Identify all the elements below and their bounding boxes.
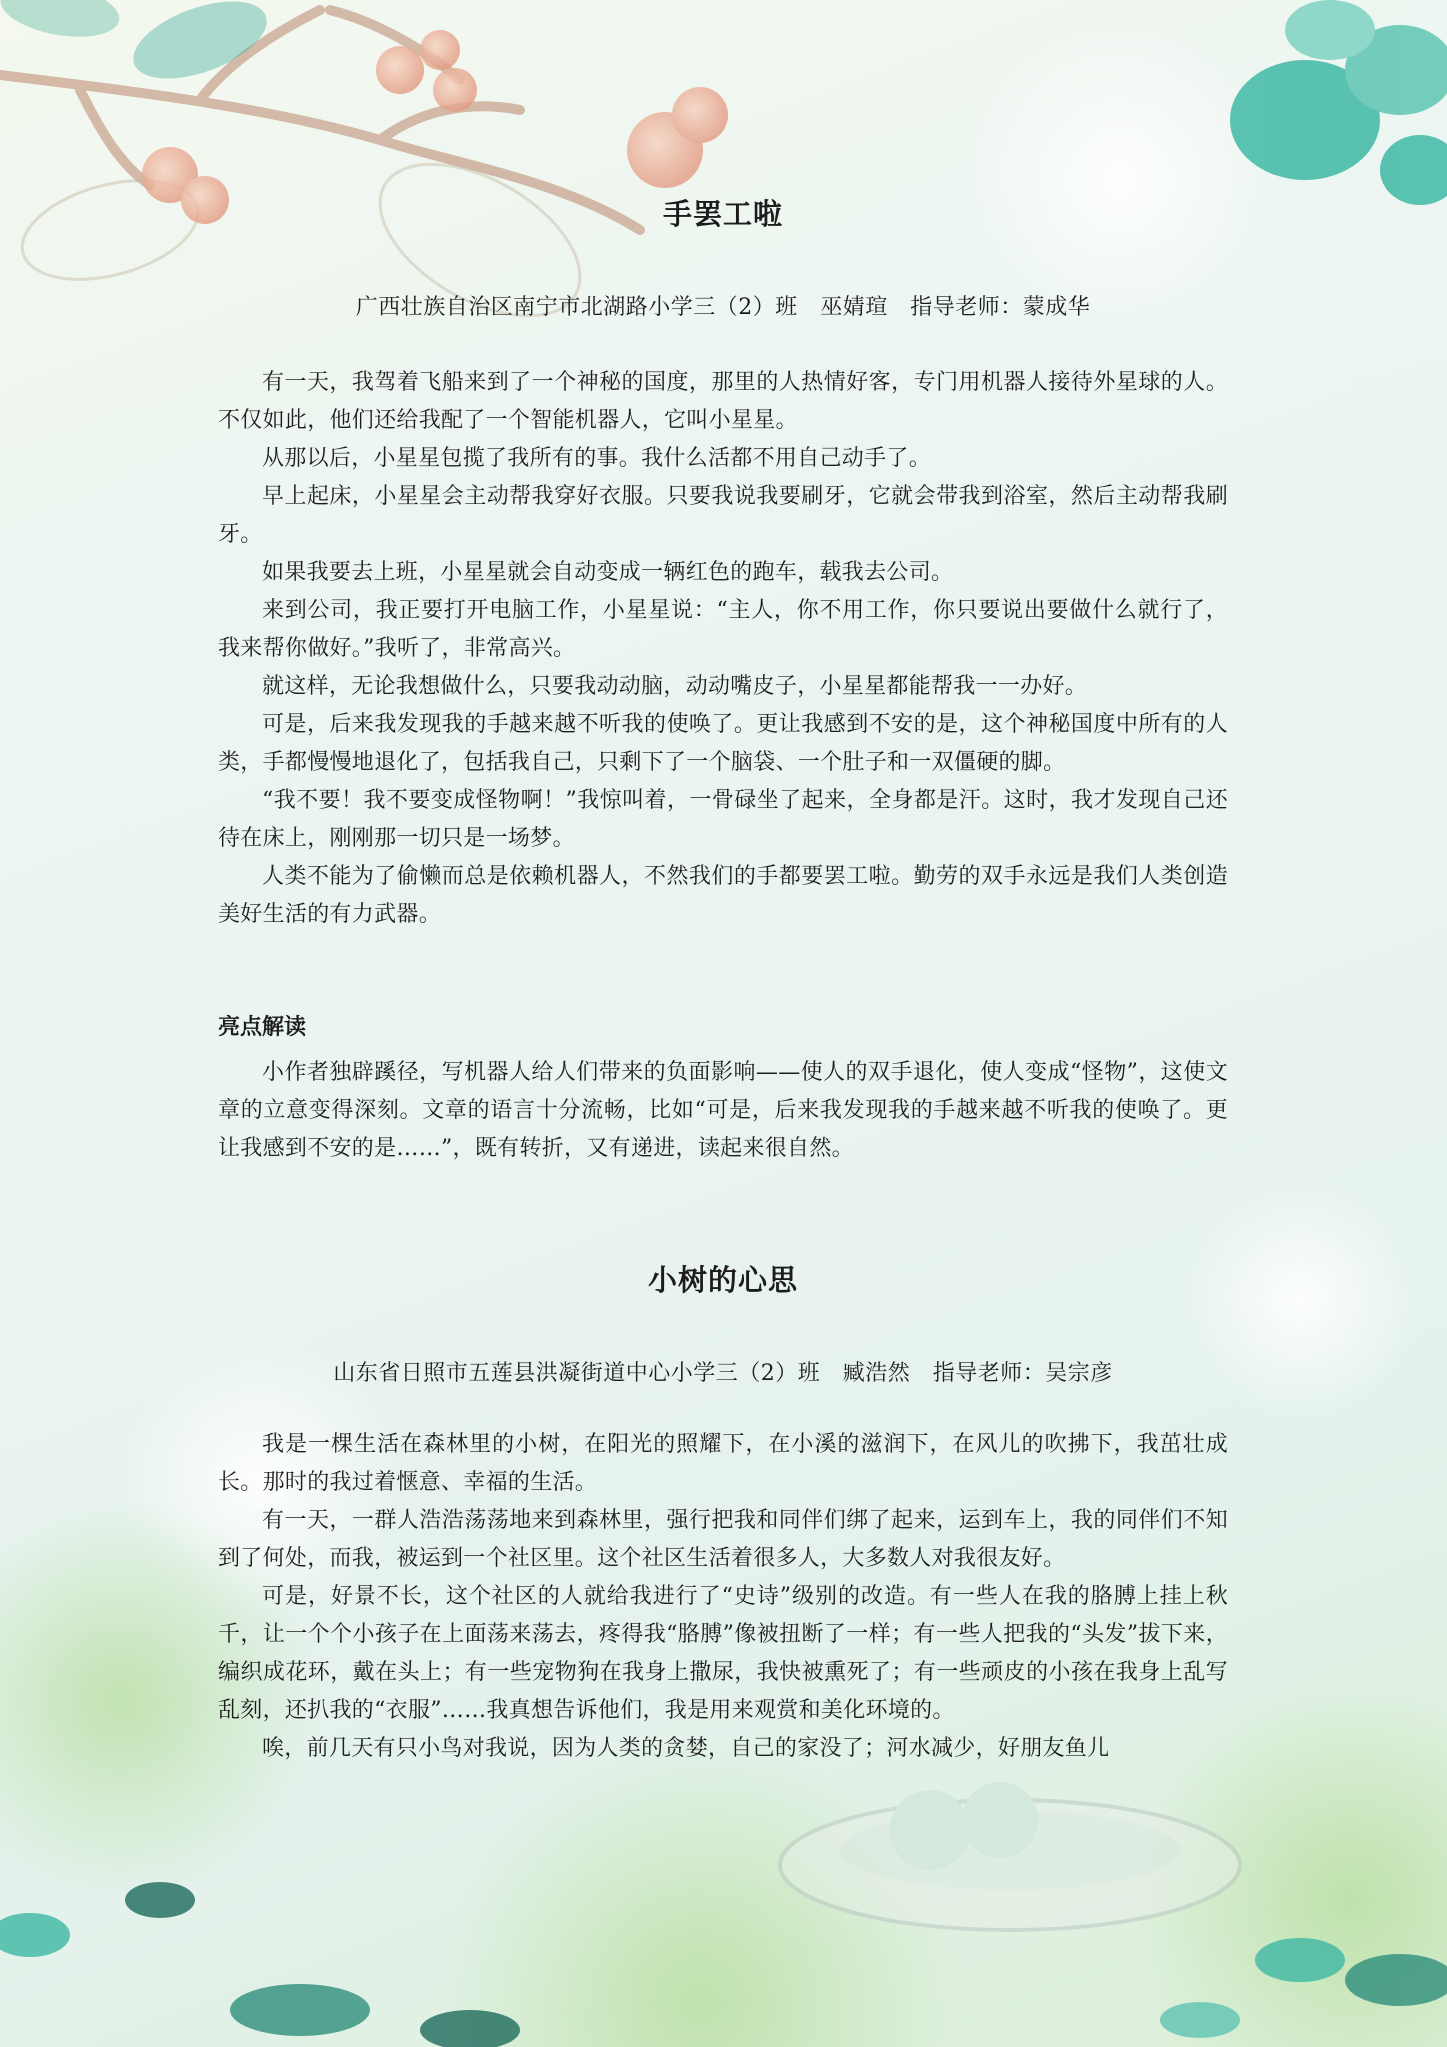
article-body	[218, 364, 1228, 934]
article-body	[218, 1426, 1228, 1768]
highlight-body	[218, 1054, 1228, 1168]
paragraph: 可是，好景不长，这个社区的人就给我进行了“史诗”级别的改造。有一些人在我的胳膊上挂上秋千，让一个个小孩子在上面荡来荡去，疼得我“胳膊”像被扭断了一样；有一些人把我的“头发”拔下来，编织成花环，戴在头上；有一些宠物狗在我身上撒尿，我快被熏死了；有一些顽皮的小孩在我身上乱写乱刻，还扒我的“衣服”……我真想告诉他们，我是用来观赏和美化环境的。	[218, 1584, 1228, 1723]
paragraph: 人类不能为了偷懒而总是依赖机器人，不然我们的手都要罢工啦。勤劳的双手永远是我们人类创造美好生活的有力武器。	[218, 864, 1228, 927]
author-line: 广西壮族自治区南宁市北湖路小学三（2）班 巫婧瑄 指导老师：蒙成华	[355, 295, 1091, 320]
paragraph: 如果我要去上班，小星星就会自动变成一辆红色的跑车，载我去公司。	[262, 560, 954, 585]
paragraph: 我是一棵生活在森林里的小树，在阳光的照耀下，在小溪的滋润下，在风儿的吹拂下，我茁壮成长。那时的我过着惬意、幸福的生活。	[218, 1432, 1228, 1495]
paragraph: 有一天，一群人浩浩荡荡地来到森林里，强行把我和同伴们绑了起来，运到车上，我的同伴们不知到了何处，而我，被运到一个社区里。这个社区生活着很多人，大多数人对我很友好。	[218, 1508, 1228, 1571]
highlight-paragraph: 小作者独辟蹊径，写机器人给人们带来的负面影响——使人的双手退化，使人变成“怪物”，这使文章的立意变得深刻。文章的语言十分流畅，比如“可是，后来我发现我的手越来越不听我的使唤了。更让我感到不安的是……”，既有转折，又有递进，读起来很自然。	[218, 1060, 1228, 1161]
paragraph: 从那以后，小星星包揽了我所有的事。我什么活都不用自己动手了。	[262, 446, 932, 471]
paragraph: 来到公司，我正要打开电脑工作，小星星说：“主人，你不用工作，你只要说出要做什么就行了，我来帮你做好。”我听了，非常高兴。	[218, 598, 1228, 661]
paragraph: 就这样，无论我想做什么，只要我动动脑，动动嘴皮子，小星星都能帮我一一办好。	[262, 674, 1088, 699]
paragraph: 有一天，我驾着飞船来到了一个神秘的国度，那里的人热情好客，专门用机器人接待外星球的人。不仅如此，他们还给我配了一个智能机器人，它叫小星星。	[218, 370, 1228, 433]
article-title: 小树的心思	[647, 1263, 798, 1297]
article-title: 手罢工啦	[662, 197, 783, 231]
paragraph: 可是，后来我发现我的手越来越不听我的使唤了。更让我感到不安的是，这个神秘国度中所有的人类，手都慢慢地退化了，包括我自己，只剩下了一个脑袋、一个肚子和一双僵硬的脚。	[218, 712, 1228, 775]
paragraph: 唉，前几天有只小鸟对我说，因为人类的贪婪，自己的家没了；河水减少，好朋友鱼儿	[262, 1736, 1110, 1761]
highlight-heading: 亮点解读	[218, 1015, 307, 1040]
author-line: 山东省日照市五莲县洪凝街道中心小学三（2）班 臧浩然 指导老师：吴宗彦	[333, 1361, 1113, 1386]
paragraph: 早上起床，小星星会主动帮我穿好衣服。只要我说我要刷牙，它就会带我到浴室，然后主动帮我刷牙。	[218, 484, 1228, 547]
paragraph: “我不要！我不要变成怪物啊！”我惊叫着，一骨碌坐了起来，全身都是汗。这时，我才发现自己还待在床上，刚刚那一切只是一场梦。	[218, 788, 1228, 851]
